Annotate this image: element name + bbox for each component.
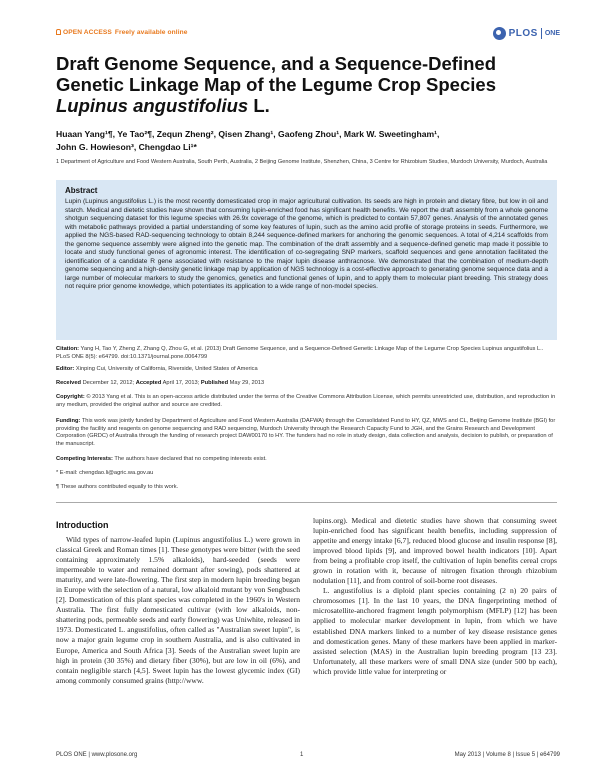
logo-one-text: ONE (544, 29, 560, 37)
open-access-label: OPEN ACCESS (63, 29, 112, 36)
plos-one-logo[interactable] (493, 26, 560, 40)
open-access-banner (56, 29, 188, 36)
received-label: Received (56, 380, 81, 386)
title-species: Lupinus angustifolius (56, 95, 249, 116)
logo-separator (541, 28, 542, 39)
logo-plos-text: PLOS (508, 27, 538, 39)
abstract-text: Lupin (Lupinus angustifolius L.) is the most recently domesticated crop in major agricultural cultivation. Its seeds are high in protein and dietary fibre, but low in oil and starch. Medical and dietetic studies have shown that consuming lupin-enriched food has significant health benefits. We report the draft assembly from a whole genome shotgun sequencing dataset for this legume species with 26.9x coverage of the genome, which is predicted to contain 57,807 genes. Analysis of the annotated genes with metabolic pathways provided a partial understanding of some key features of lupin, such as the amino acid profile of storage proteins in seeds. Furthermore, we applied the NGS-based RAD-sequencing technology to obtain 8,244 sequence-defined markers for anchoring the genomic sequences. A total of 4,214 scaffolds from the genome sequence assembly were aligned into the genetic map. The combination of the draft assembly and a sequence-defined genetic map made it possible to locate and study functional genes of agronomic interest. The identification of co-segregating SNP markers, scaffold sequences and gene annotation facilitated the identification of a candidate R gene associated with resistance to the major lupin disease anthracnose. We demonstrated that the combination of medium-depth genome sequencing and a high-density genetic linkage map by application of NGS technology is a cost-effective approach to generating genome sequence data and a large number of molecular markers to study the genomics, genetics and functional genes of lupin, and to apply them to molecular plant breeding. This strategy does not require prior genome knowledge, which potentiates its application to a wide range of non-model species. (65, 198, 548, 290)
open-access-lock-icon (56, 29, 61, 35)
intro-left-column (56, 535, 300, 686)
intro-right-column (313, 516, 557, 677)
footer-journal: PLOS ONE | www.plosone.org (56, 752, 138, 758)
competing-interests-block (56, 456, 557, 464)
copyright-text: © 2013 Yang et al. This is an open-access article distributed under the terms of the Creative Commons Attribution License, which permits unrestricted use, distribution, and reproduction in any medium, provided the original author and source are credited. (56, 394, 556, 408)
authors-line-2: John G. Howieson³, Chengdao Li¹* (56, 142, 197, 152)
received-date: December 12, 2012; (82, 380, 135, 386)
accepted-date: April 17, 2013; (162, 380, 200, 386)
abstract-heading: Abstract (65, 186, 98, 195)
competing-text: The authors have declared that no competing interests exist. (114, 456, 267, 462)
funding-label: Funding: (56, 418, 81, 424)
funding-text: This work was jointly funded by Department of Agriculture and Food Western Australia (DAFWA) through the Consolidated Fund to HY, QZ, MWS and CL, Beijing Genome Institute (BGI) for providing the facility and reagents on genome sequencing and RAD sequencing, Murdoch University through the Research Capacity Fund to JGH, and the Grains Research and Development Corporation (GRDC) of Australia through the funding of research project DAW00170 to HY. The funders had no role in study design, data collection and analysis, decision to publish, or preparation of the manuscript. (56, 418, 556, 447)
section-divider (56, 502, 557, 503)
accepted-label: Accepted (135, 380, 162, 386)
open-access-sublabel: Freely available online (114, 29, 188, 36)
editor-label: Editor: (56, 366, 75, 372)
copyright-block (56, 394, 557, 409)
citation-text: Yang H, Tao Y, Zheng Z, Zhang Q, Zhou G, et al. (2013) Draft Genome Sequence, and a Sequence-Defined Genetic Linkage Map of the Legume Crop Species Lupinus angustifolius L.. PLoS ONE 8(5): e64799. doi:10.1371/journal.pone.0064799 (56, 346, 544, 360)
affiliations: 1 Department of Agriculture and Food Western Australia, South Perth, Australia, 2 Beijing Genome Institute, Shenzhen, China, 3 Centre for Rhizobium Studies, Murdoch University, Murdoch, Australia (56, 159, 548, 165)
title-suffix: L. (248, 95, 270, 116)
footer-site-link[interactable]: www.plosone.org (91, 752, 138, 758)
title-line-1: Draft Genome Sequence, and a Sequence-Defined (56, 53, 496, 74)
abstract-panel (56, 180, 557, 340)
editor-block (56, 366, 557, 374)
title-line-2: Genetic Linkage Map of the Legume Crop Species (56, 74, 496, 95)
footer-page-number: 1 (300, 752, 304, 758)
editor-text: Xinping Cui, University of California, Riverside, United States of America (75, 366, 258, 372)
citation-block (56, 346, 557, 361)
journal-header (56, 26, 560, 42)
equal-contribution-note: ¶ These authors contributed equally to this work. (56, 484, 179, 490)
footer-issue: May 2013 | Volume 8 | Issue 5 | e64799 (454, 752, 560, 758)
page-footer (56, 752, 560, 762)
plos-logo-icon (493, 27, 506, 40)
introduction-heading: Introduction (56, 520, 109, 530)
email-line[interactable]: * E-mail: chengdao.li@agric.wa.gov.au (56, 470, 154, 476)
copyright-label: Copyright: (56, 394, 85, 400)
published-date: May 29, 2013 (229, 380, 265, 386)
funding-block (56, 418, 557, 448)
authors-line-1: Huaan Yang¹¶, Ye Tao²¶, Zequn Zheng², Qisen Zhang¹, Gaofeng Zhou¹, Mark W. Sweetingham¹, (56, 129, 440, 139)
article-title (56, 53, 556, 116)
intro-paragraph-3: L. angustifolius is a diploid plant species containing (2 n) 20 pairs of chromosomes [1]. In the last 10 years, the DNA fingerprinting method of microsatellite-anchored fragment length polymorphism (MFLP) [12] has been applied to molecular marker development in lupin, from which we have established DNA markers linked to a number of key disease resistance genes and domestication genes. Many of these markers have been applied in marker-assisted selection (MAS) in the Australian lupin breeding program [13 23]. Unfortunately, all these markers were of small DNA size (under 500 bp each), which provide little value for interpreting or (313, 586, 557, 676)
published-label: Published (200, 380, 229, 386)
dates-block (56, 380, 557, 388)
competing-label: Competing Interests: (56, 456, 113, 462)
intro-paragraph-2: lupins.org). Medical and dietetic studies have shown that consuming sweet lupin-enriched food has significant health benefits, including suppression of appetite and energy intake [6,7], reduced blood glucose and insulin response [8], improved blood lipids [9], and improved bowel health indicators [10]. Apart from being a profitable crop itself, the cultivation of lupin benefits cereal crops grown in rotation with it, because of nitrogen fixation through rhizobium nodulation [11], and from control of soil-borne root diseases. (313, 516, 557, 586)
author-list (56, 128, 556, 154)
citation-label: Citation: (56, 346, 80, 352)
intro-paragraph-1: Wild types of narrow-leafed lupin (Lupinus angustifolius L.) were grown in classical Greek and Roman times [1]. These genotypes were bitter (with the seed containing approximately 1.5% alkaloids), hard-seeded (seeds were impermeable to water and remained dormant after sowing), pods shattered at maturity, and were late-flowering. The first step in modern lupin breeding began in Europe with the selection of a natural, low alkaloid mutant by von Sengbusch [2]. Domestication of this plant species was completed in the 1960's in Western Australia. The first fully domesticated cultivar (with low alkaloids, non-shattering pods, permeable seeds and early flowering) was Uniwhite, released in 1973. Domesticated L. angustifolius, often called as "Australian sweet lupin", is now a major grain legume crop in southern Australia, and is also cultivated in Europe, America and South Africa [3]. Seeds of the Australian sweet lupin are high in protein (30 35%) and dietary fiber (30%), but are low in oil (6%), and contain negligible starch [4,5]. Sweet lupin has the lowest glycemic index (GI) among commonly consumed grains (http://www. (56, 535, 301, 685)
